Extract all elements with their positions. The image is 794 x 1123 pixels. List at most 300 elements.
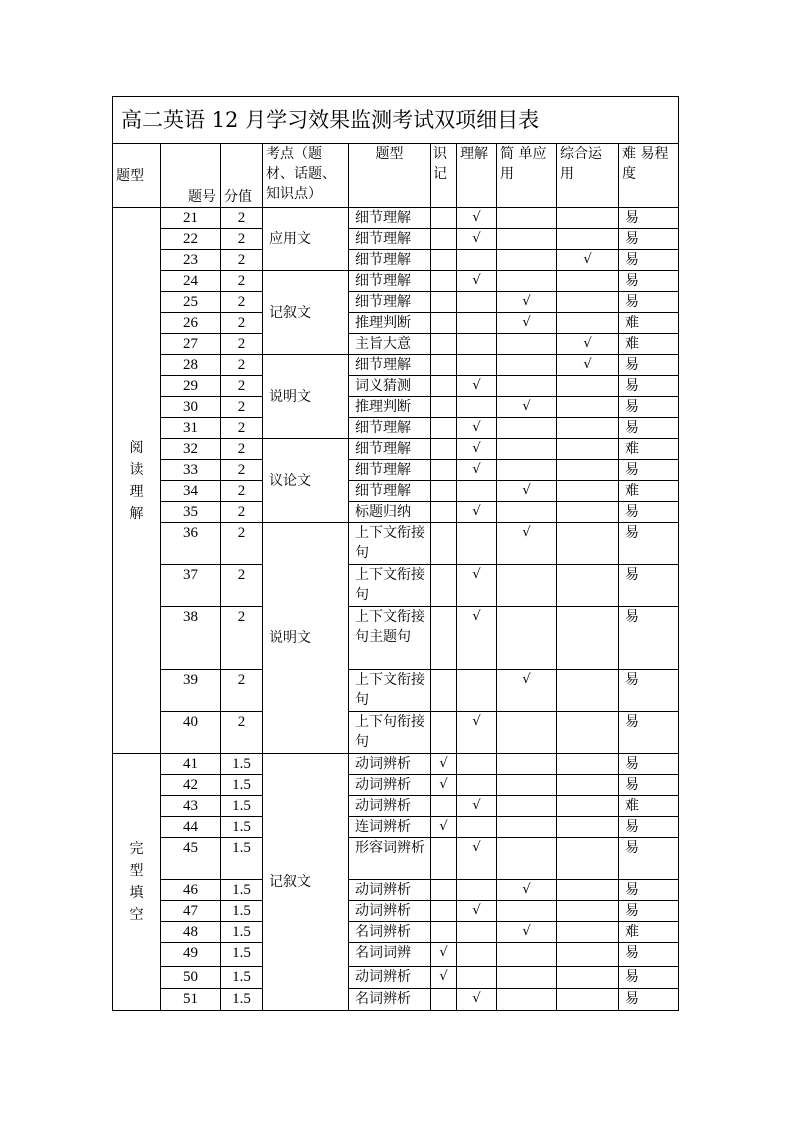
topic-cell: 记叙文	[263, 754, 349, 1011]
check-recall: √	[431, 943, 457, 967]
check-understand: √	[457, 565, 497, 607]
question-type: 细节理解	[349, 460, 431, 481]
question-score: 1.5	[221, 817, 263, 838]
check-synth	[557, 292, 619, 313]
question-type: 上下文衔接句主题句	[349, 607, 431, 670]
question-type: 连词辨析	[349, 817, 431, 838]
check-synth	[557, 481, 619, 502]
table-row	[113, 334, 679, 355]
section-label-char: 理	[129, 483, 144, 500]
table-row	[113, 460, 679, 481]
section-label	[113, 208, 161, 754]
question-score: 1.5	[221, 775, 263, 796]
table-row	[113, 901, 679, 922]
section-label-char: 型	[129, 863, 144, 879]
difficulty-cell: 易	[619, 775, 679, 796]
check-apply: √	[497, 313, 557, 334]
table-row	[113, 439, 679, 460]
question-type: 动词辨析	[349, 754, 431, 775]
question-number: 42	[161, 775, 221, 796]
header-topic: 考点（题材、话题、知识点）	[263, 144, 349, 208]
check-understand: √	[457, 901, 497, 922]
check-understand: √	[457, 376, 497, 397]
check-recall: √	[431, 817, 457, 838]
check-recall	[431, 565, 457, 607]
question-score: 2	[221, 481, 263, 502]
check-synth	[557, 838, 619, 880]
check-recall	[431, 292, 457, 313]
check-recall	[431, 250, 457, 271]
question-number: 44	[161, 817, 221, 838]
question-score: 2	[221, 607, 263, 670]
check-recall	[431, 989, 457, 1011]
table-row	[113, 775, 679, 796]
check-synth	[557, 754, 619, 775]
question-score: 2	[221, 250, 263, 271]
difficulty-cell: 易	[619, 817, 679, 838]
table-row	[113, 376, 679, 397]
check-recall	[431, 334, 457, 355]
question-number: 25	[161, 292, 221, 313]
table-row	[113, 313, 679, 334]
check-recall	[431, 313, 457, 334]
check-apply: √	[497, 292, 557, 313]
check-understand: √	[457, 229, 497, 250]
question-score: 1.5	[221, 967, 263, 989]
topic-cell: 应用文	[263, 208, 349, 271]
question-type: 细节理解	[349, 250, 431, 271]
difficulty-cell: 易	[619, 607, 679, 670]
check-understand	[457, 481, 497, 502]
table-row	[113, 292, 679, 313]
difficulty-cell: 易	[619, 967, 679, 989]
header-score: 分值	[221, 144, 263, 208]
check-apply	[497, 712, 557, 754]
check-synth: √	[557, 355, 619, 376]
question-number: 27	[161, 334, 221, 355]
question-number: 26	[161, 313, 221, 334]
check-recall	[431, 397, 457, 418]
question-type: 推理判断	[349, 397, 431, 418]
check-recall	[431, 481, 457, 502]
check-recall	[431, 523, 457, 565]
difficulty-cell: 易	[619, 523, 679, 565]
header-recall: 识记	[431, 144, 457, 208]
topic-cell: 记叙文	[263, 271, 349, 355]
question-score: 2	[221, 439, 263, 460]
table-title: 高二英语 12 月学习效果监测考试双项细目表	[113, 97, 679, 144]
table-row	[113, 989, 679, 1011]
check-apply	[497, 967, 557, 989]
question-type: 细节理解	[349, 292, 431, 313]
check-understand: √	[457, 989, 497, 1011]
table-row	[113, 967, 679, 989]
check-synth	[557, 712, 619, 754]
question-number: 30	[161, 397, 221, 418]
topic-cell: 议论文	[263, 439, 349, 523]
check-recall	[431, 439, 457, 460]
check-recall	[431, 502, 457, 523]
difficulty-cell: 易	[619, 397, 679, 418]
check-synth	[557, 397, 619, 418]
check-understand: √	[457, 796, 497, 817]
check-understand: √	[457, 439, 497, 460]
check-understand	[457, 250, 497, 271]
question-score: 2	[221, 229, 263, 250]
check-apply: √	[497, 397, 557, 418]
difficulty-cell: 难	[619, 334, 679, 355]
difficulty-cell: 易	[619, 880, 679, 901]
table-row	[113, 418, 679, 439]
question-number: 37	[161, 565, 221, 607]
question-number: 31	[161, 418, 221, 439]
question-number: 24	[161, 271, 221, 292]
check-synth	[557, 376, 619, 397]
check-synth	[557, 796, 619, 817]
check-recall	[431, 460, 457, 481]
question-score: 2	[221, 334, 263, 355]
question-type: 标题归纳	[349, 502, 431, 523]
check-apply	[497, 355, 557, 376]
check-apply	[497, 460, 557, 481]
check-understand	[457, 670, 497, 712]
question-number: 35	[161, 502, 221, 523]
check-apply	[497, 989, 557, 1011]
question-number: 32	[161, 439, 221, 460]
table-row	[113, 712, 679, 754]
table-row	[113, 880, 679, 901]
difficulty-cell: 易	[619, 271, 679, 292]
question-type: 细节理解	[349, 439, 431, 460]
check-apply: √	[497, 523, 557, 565]
topic-cell: 说明文	[263, 355, 349, 439]
question-type: 推理判断	[349, 313, 431, 334]
difficulty-cell: 易	[619, 208, 679, 229]
question-score: 2	[221, 712, 263, 754]
check-understand: √	[457, 607, 497, 670]
question-number: 41	[161, 754, 221, 775]
check-synth	[557, 989, 619, 1011]
question-number: 50	[161, 967, 221, 989]
table-row	[113, 271, 679, 292]
question-number: 33	[161, 460, 221, 481]
question-number: 40	[161, 712, 221, 754]
check-apply	[497, 901, 557, 922]
check-recall	[431, 901, 457, 922]
check-recall	[431, 607, 457, 670]
check-recall	[431, 922, 457, 943]
question-number: 28	[161, 355, 221, 376]
check-synth	[557, 817, 619, 838]
check-recall: √	[431, 967, 457, 989]
question-number: 45	[161, 838, 221, 880]
question-score: 2	[221, 292, 263, 313]
question-score: 1.5	[221, 989, 263, 1011]
check-understand: √	[457, 418, 497, 439]
check-synth	[557, 271, 619, 292]
section-label-char: 读	[129, 461, 144, 478]
difficulty-cell: 易	[619, 989, 679, 1011]
check-apply	[497, 838, 557, 880]
check-understand	[457, 523, 497, 565]
check-recall: √	[431, 775, 457, 796]
check-understand: √	[457, 460, 497, 481]
table-row	[113, 523, 679, 565]
check-recall	[431, 271, 457, 292]
question-number: 22	[161, 229, 221, 250]
difficulty-cell: 易	[619, 418, 679, 439]
table-row	[113, 754, 679, 775]
topic-cell: 说明文	[263, 523, 349, 754]
question-score: 2	[221, 460, 263, 481]
question-type: 上下文衔接句	[349, 523, 431, 565]
check-apply	[497, 817, 557, 838]
question-score: 2	[221, 313, 263, 334]
check-understand	[457, 334, 497, 355]
difficulty-cell: 易	[619, 292, 679, 313]
difficulty-cell: 易	[619, 838, 679, 880]
check-synth	[557, 208, 619, 229]
check-apply	[497, 376, 557, 397]
question-type: 词义猜测	[349, 376, 431, 397]
check-recall	[431, 670, 457, 712]
check-recall	[431, 229, 457, 250]
header-type: 题型	[113, 144, 161, 208]
difficulty-cell: 易	[619, 565, 679, 607]
check-synth	[557, 229, 619, 250]
difficulty-cell: 易	[619, 355, 679, 376]
check-synth	[557, 460, 619, 481]
check-apply	[497, 208, 557, 229]
question-number: 38	[161, 607, 221, 670]
check-synth	[557, 565, 619, 607]
question-number: 39	[161, 670, 221, 712]
check-understand: √	[457, 712, 497, 754]
question-type: 上下句衔接句	[349, 712, 431, 754]
table-row	[113, 670, 679, 712]
check-recall	[431, 355, 457, 376]
check-recall	[431, 712, 457, 754]
check-synth	[557, 502, 619, 523]
check-synth	[557, 439, 619, 460]
spec-table	[112, 96, 679, 1011]
check-understand: √	[457, 208, 497, 229]
question-score: 1.5	[221, 922, 263, 943]
check-synth	[557, 313, 619, 334]
question-score: 2	[221, 397, 263, 418]
check-understand	[457, 292, 497, 313]
check-understand	[457, 754, 497, 775]
check-apply	[497, 250, 557, 271]
table-row	[113, 838, 679, 880]
check-recall: √	[431, 754, 457, 775]
question-score: 2	[221, 355, 263, 376]
header-number: 题号	[161, 144, 221, 208]
question-number: 49	[161, 943, 221, 967]
question-score: 2	[221, 271, 263, 292]
question-type: 名词辨析	[349, 922, 431, 943]
check-apply	[497, 271, 557, 292]
question-type: 动词辨析	[349, 967, 431, 989]
table-row	[113, 250, 679, 271]
header-understand: 理解	[457, 144, 497, 208]
question-score: 1.5	[221, 901, 263, 922]
check-understand	[457, 397, 497, 418]
question-type: 细节理解	[349, 418, 431, 439]
check-synth	[557, 880, 619, 901]
table-row	[113, 922, 679, 943]
difficulty-cell: 易	[619, 670, 679, 712]
check-understand: √	[457, 838, 497, 880]
question-type: 细节理解	[349, 271, 431, 292]
table-row	[113, 817, 679, 838]
question-score: 2	[221, 565, 263, 607]
check-synth	[557, 607, 619, 670]
question-number: 51	[161, 989, 221, 1011]
question-score: 1.5	[221, 796, 263, 817]
check-apply	[497, 418, 557, 439]
check-recall	[431, 208, 457, 229]
question-type: 名词词辨	[349, 943, 431, 967]
check-understand	[457, 355, 497, 376]
check-understand	[457, 817, 497, 838]
question-type: 动词辨析	[349, 901, 431, 922]
question-score: 1.5	[221, 838, 263, 880]
difficulty-cell: 难	[619, 796, 679, 817]
question-type: 动词辨析	[349, 796, 431, 817]
question-type: 形容词辨析	[349, 838, 431, 880]
difficulty-cell: 易	[619, 376, 679, 397]
check-synth	[557, 943, 619, 967]
question-score: 1.5	[221, 880, 263, 901]
check-recall	[431, 376, 457, 397]
question-score: 2	[221, 376, 263, 397]
question-number: 34	[161, 481, 221, 502]
question-score: 2	[221, 418, 263, 439]
question-type: 主旨大意	[349, 334, 431, 355]
section-label	[113, 754, 161, 1011]
check-apply	[497, 229, 557, 250]
header-synth: 综合运用	[557, 144, 619, 208]
question-score: 2	[221, 523, 263, 565]
question-number: 36	[161, 523, 221, 565]
question-type: 细节理解	[349, 229, 431, 250]
question-score: 1.5	[221, 754, 263, 775]
question-type: 动词辨析	[349, 880, 431, 901]
question-score: 2	[221, 670, 263, 712]
check-synth	[557, 901, 619, 922]
check-understand: √	[457, 502, 497, 523]
header-difficulty: 难 易程度	[619, 144, 679, 208]
question-type: 上下文衔接句	[349, 565, 431, 607]
check-synth	[557, 418, 619, 439]
difficulty-cell: 易	[619, 754, 679, 775]
question-type: 细节理解	[349, 481, 431, 502]
check-apply	[497, 439, 557, 460]
table-row	[113, 397, 679, 418]
check-apply	[497, 754, 557, 775]
difficulty-cell: 易	[619, 229, 679, 250]
question-number: 46	[161, 880, 221, 901]
difficulty-cell: 易	[619, 712, 679, 754]
check-recall	[431, 880, 457, 901]
question-score: 1.5	[221, 943, 263, 967]
difficulty-cell: 难	[619, 439, 679, 460]
section-label-char: 解	[129, 505, 144, 522]
question-number: 47	[161, 901, 221, 922]
question-type: 细节理解	[349, 355, 431, 376]
header-qtype: 题型	[349, 144, 431, 208]
difficulty-cell: 易	[619, 943, 679, 967]
table-row	[113, 502, 679, 523]
check-apply: √	[497, 670, 557, 712]
question-number: 48	[161, 922, 221, 943]
difficulty-cell: 易	[619, 460, 679, 481]
table-row	[113, 481, 679, 502]
check-understand	[457, 922, 497, 943]
section-label-char: 空	[129, 907, 144, 923]
check-recall	[431, 838, 457, 880]
question-type: 名词辨析	[349, 989, 431, 1011]
check-apply	[497, 334, 557, 355]
table-row	[113, 796, 679, 817]
check-understand	[457, 880, 497, 901]
table-row	[113, 208, 679, 229]
check-understand	[457, 967, 497, 989]
check-apply	[497, 565, 557, 607]
table-row	[113, 943, 679, 967]
check-apply	[497, 796, 557, 817]
check-apply	[497, 607, 557, 670]
check-synth	[557, 775, 619, 796]
check-apply	[497, 502, 557, 523]
section-label-char: 完	[129, 841, 144, 857]
question-number: 23	[161, 250, 221, 271]
question-type: 上下文衔接句	[349, 670, 431, 712]
check-apply: √	[497, 481, 557, 502]
table-row	[113, 565, 679, 607]
check-synth	[557, 922, 619, 943]
table-row	[113, 607, 679, 670]
section-label-char: 阅	[129, 439, 144, 456]
question-score: 2	[221, 502, 263, 523]
table-row	[113, 355, 679, 376]
table-row	[113, 229, 679, 250]
check-recall	[431, 796, 457, 817]
question-score: 2	[221, 208, 263, 229]
check-understand	[457, 775, 497, 796]
question-number: 43	[161, 796, 221, 817]
check-recall	[431, 418, 457, 439]
difficulty-cell: 难	[619, 313, 679, 334]
check-synth: √	[557, 334, 619, 355]
check-apply: √	[497, 880, 557, 901]
check-synth: √	[557, 250, 619, 271]
section-label-char: 填	[129, 885, 144, 901]
difficulty-cell: 易	[619, 502, 679, 523]
check-synth	[557, 523, 619, 565]
check-synth	[557, 670, 619, 712]
check-understand: √	[457, 271, 497, 292]
check-understand	[457, 313, 497, 334]
difficulty-cell: 易	[619, 250, 679, 271]
check-apply: √	[497, 922, 557, 943]
check-understand	[457, 943, 497, 967]
header-apply: 简 单应用	[497, 144, 557, 208]
question-type: 细节理解	[349, 208, 431, 229]
difficulty-cell: 易	[619, 901, 679, 922]
question-type: 动词辨析	[349, 775, 431, 796]
